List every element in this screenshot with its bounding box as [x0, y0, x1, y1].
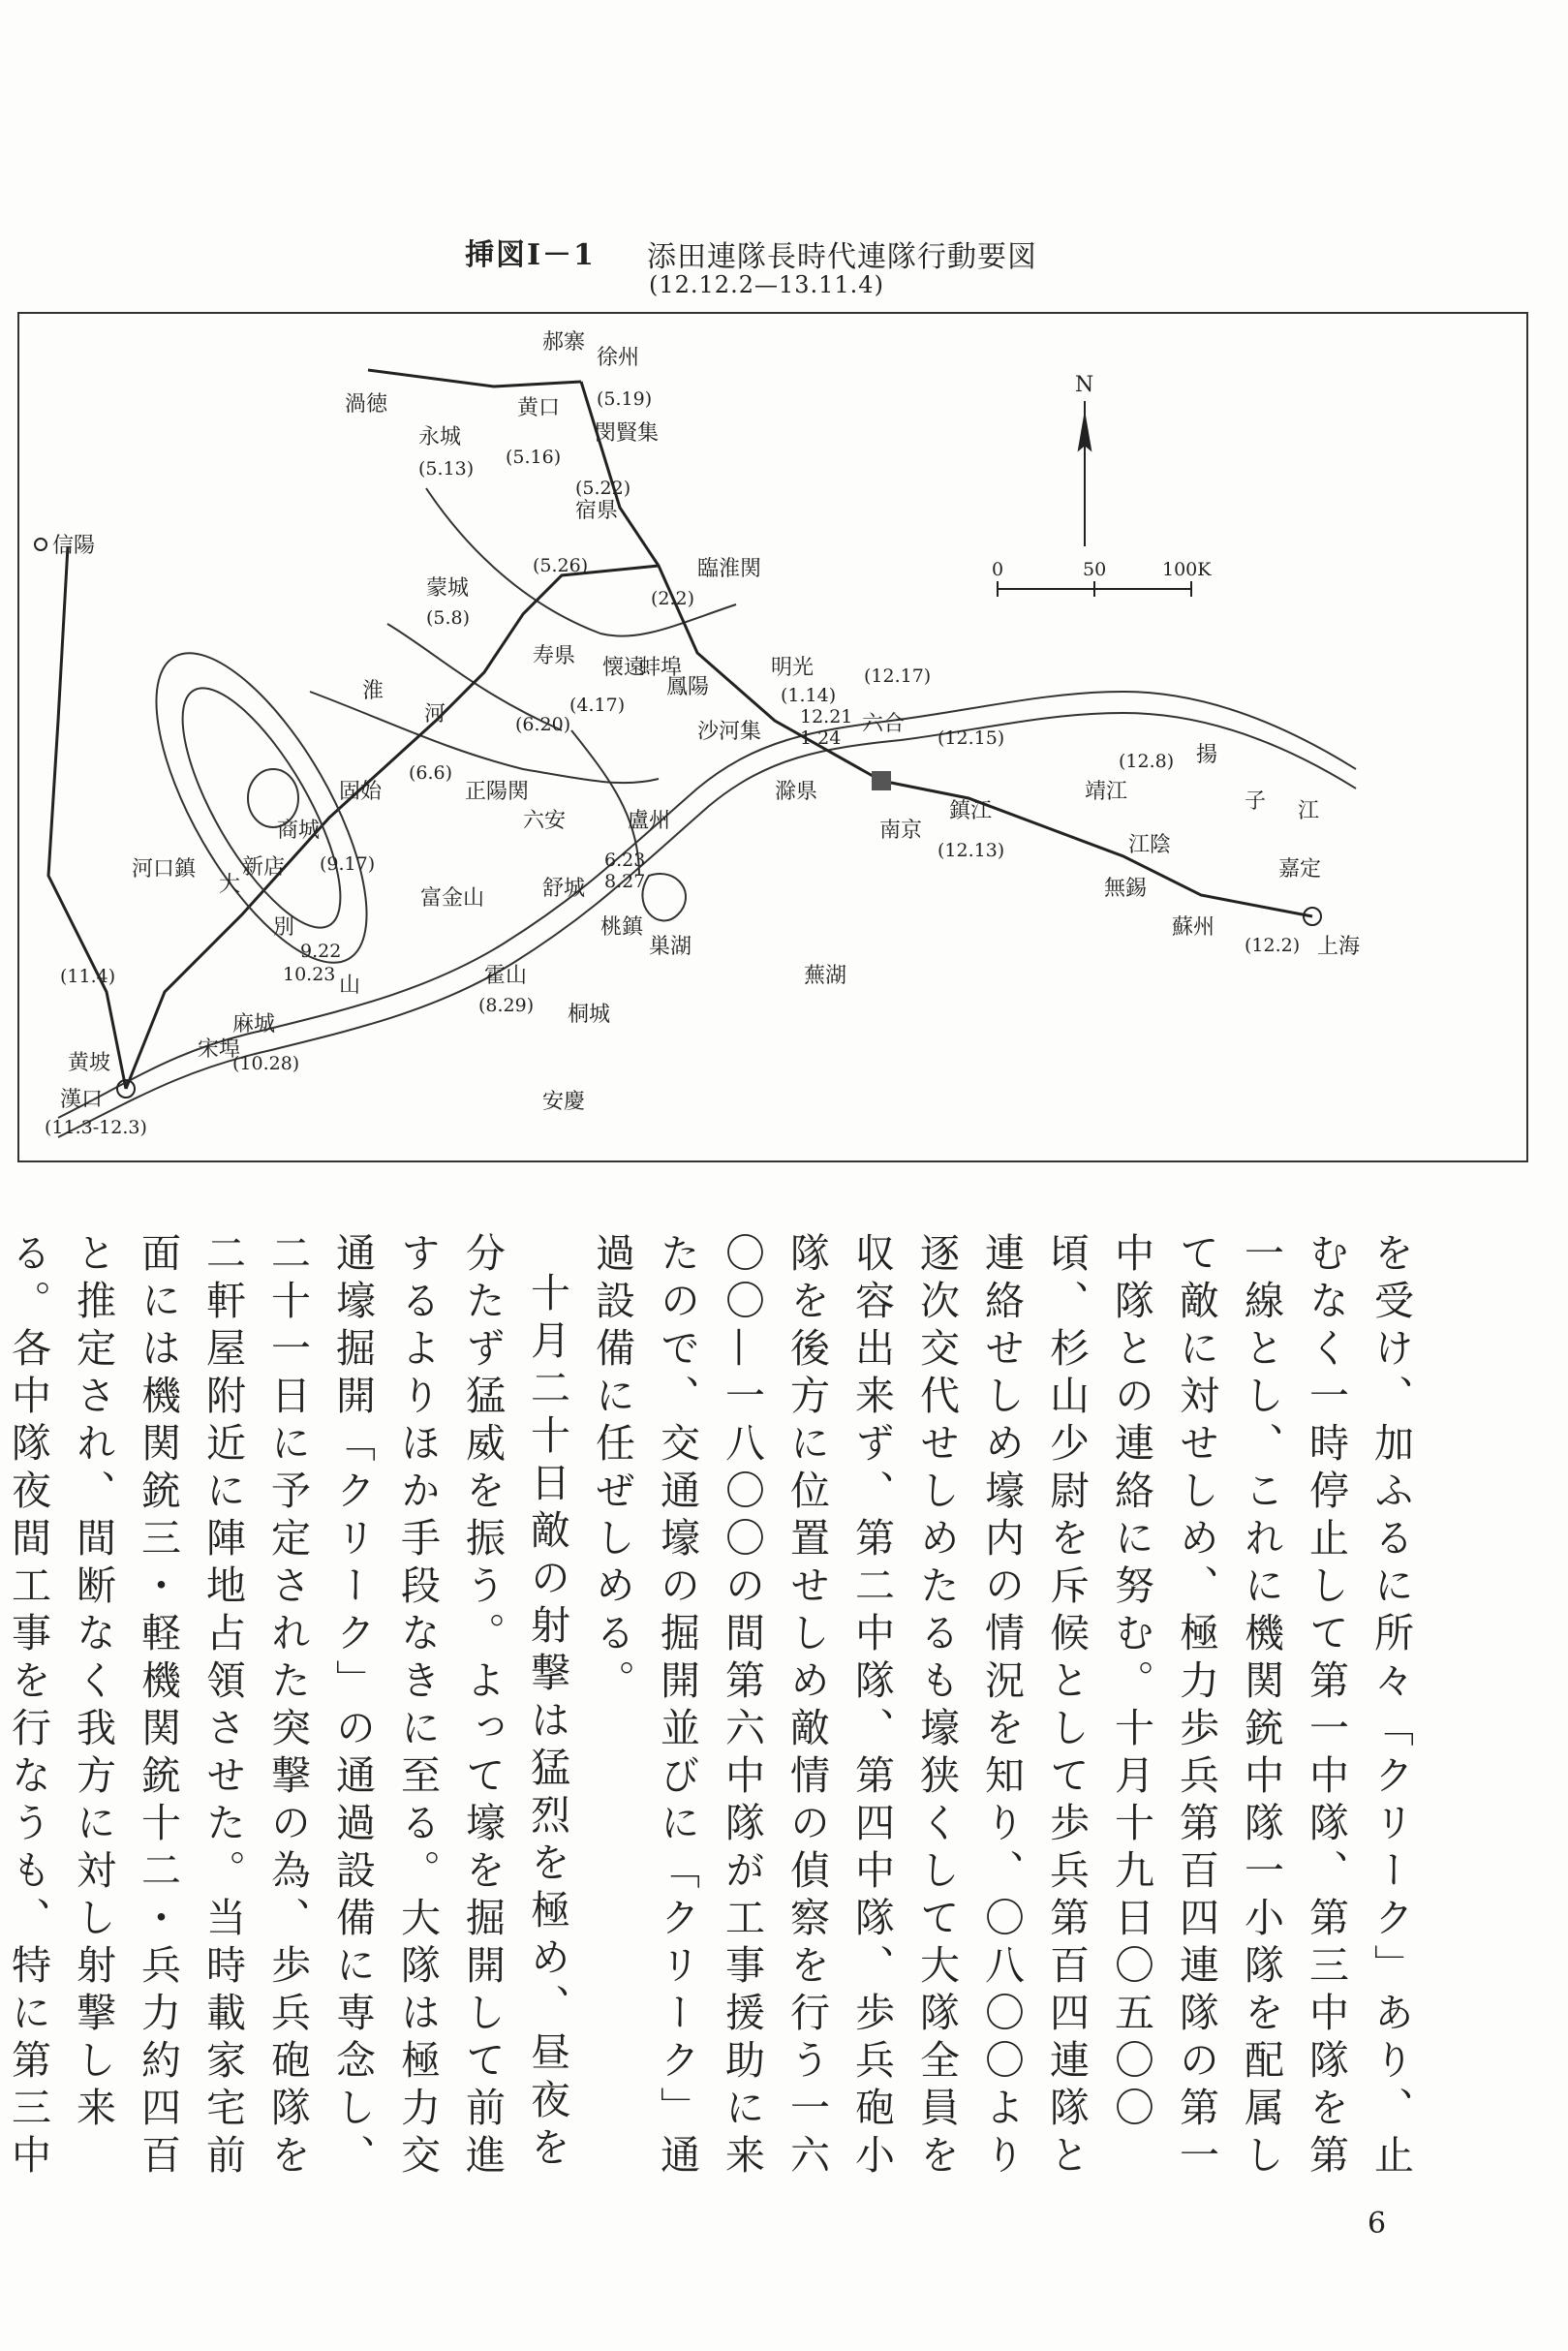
label-jingjiang: 靖江 [1085, 780, 1128, 804]
label-suxian: 宿県 [575, 499, 619, 523]
label-xindian: 新店 [242, 855, 286, 880]
label-yongcheng-date: (5.13) [418, 458, 475, 479]
label-hankou-date: (11.3-12.3) [45, 1117, 147, 1138]
label-shangcheng-date: (9.17) [320, 853, 376, 875]
label-jiading: 嘉定 [1278, 857, 1322, 882]
label-macheng: 麻城 [232, 1012, 276, 1036]
label-yongcheng: 永城 [418, 425, 462, 449]
label-zhengyang: 正陽関 [465, 780, 530, 804]
label-bie-date-2: 10.23 [283, 964, 336, 985]
label-mengcheng: 蒙城 [426, 576, 470, 601]
label-xuzhou: 徐州 [597, 346, 640, 370]
map-drawing [19, 314, 1526, 1160]
label-date-22: (2.2) [651, 588, 695, 609]
label-bie: 別 [273, 915, 295, 940]
nanjing-marker [872, 771, 891, 790]
label-luzhou: 盧州 [628, 809, 671, 833]
north-label: N [1075, 373, 1094, 397]
label-xinyang: 信陽 [52, 534, 96, 558]
label-huangkou: 黄口 [517, 396, 561, 420]
label-shouxian: 寿県 [533, 644, 576, 668]
label-yangtze-3: 江 [1298, 799, 1320, 823]
label-shangcheng: 商城 [277, 819, 321, 843]
label-luhe: 六合 [862, 712, 906, 736]
label-bengbu: 蚌埠 [639, 656, 683, 680]
label-tongcheng: 桐城 [568, 1003, 611, 1027]
label-taozhen: 桃鎮 [600, 915, 644, 940]
label-huangpo: 黄坡 [68, 1051, 111, 1075]
label-xuzhou-date: (5.19) [597, 388, 653, 410]
paragraph-2: 十月二十日敵の射撃は猛烈を極め、昼夜を分たず猛威を振う。よって壕を掘開して前進するよりほか手段なきに至る。大隊は極力交通壕掘開「クリーク」の通過設備に専念し、二十一日に予定された突撃の為、歩兵砲隊を二軒屋附近に陣地占領させた。当時載家宅前面には機関銃三・軽機関銃十二・兵力約四百と推定され、間断なく我方に対し射撃し来る。各中隊夜間工事を行なうも、特に第三中 [5, 1232, 570, 2181]
xinyang-marker [35, 539, 46, 550]
label-luzhou-date-1: 6.23 [604, 850, 646, 871]
label-zhenjiang-date: (12.13) [938, 840, 1005, 861]
label-fujinshan: 富金山 [420, 886, 485, 911]
label-hankou: 漢口 [60, 1088, 104, 1112]
paragraph-1: を受け、加ふるに所々「クリーク」あり、止むなく一時停止して第一中隊、第三中隊を第一線とし、これに機関銃中隊一小隊を配属して敵に対せしめ、極力歩兵第百四連隊の第一中隊との連絡に努む。十月十九日〇五〇〇頃、杉山少尉を斥候として歩兵第百四連隊と連絡せしめ壕内の情況を知り、〇八〇〇より逐次交代せしめたるも壕狭くして大隊全員を収容出来ず、第二中隊、第四中隊、歩兵砲小隊を後方に位置せしめ敵情の偵察を行う一六〇〇—一八〇〇の間第六中隊が工事援助に来たので、交通壕の掘開並びに「クリーク」通過設備に任ぜしめる。 [589, 1232, 1414, 2181]
label-date-114: (11.4) [60, 966, 116, 987]
label-date-620: (6.20) [515, 714, 571, 735]
label-mg-date-1: (1.14) [781, 685, 837, 706]
label-shanghai: 上海 [1317, 935, 1361, 959]
label-huoshan: 霍山 [484, 964, 528, 988]
label-shucheng: 舒城 [542, 877, 586, 901]
label-wuxi: 無錫 [1104, 877, 1148, 901]
label-suzhou: 蘇州 [1172, 915, 1215, 940]
label-chuxian: 滁県 [775, 780, 818, 804]
label-zhenjiang: 鎮江 [949, 799, 993, 823]
label-anqing: 安慶 [542, 1090, 586, 1114]
label-shanghai-date: (12.2) [1245, 935, 1301, 956]
label-macheng-date: (10.28) [232, 1053, 300, 1074]
label-date-1215: (12.15) [938, 727, 1005, 749]
label-bie-date-1: 9.22 [300, 941, 342, 962]
scale-bar [998, 581, 1191, 597]
label-chaohu: 巣湖 [649, 935, 692, 959]
label-luan: 六安 [523, 809, 567, 833]
label-huoshan-date: (8.29) [478, 995, 535, 1016]
label-mg-date-2: 12.21 [800, 706, 853, 727]
label-huaiyuan: 懐遠 [602, 656, 646, 680]
scale-0: 0 [992, 559, 1004, 580]
label-mg-date-3: 1.24 [800, 727, 842, 749]
label-mengcheng-date: (5.8) [426, 607, 471, 629]
label-nanjing: 南京 [879, 819, 923, 843]
label-huai-2: 河 [424, 702, 446, 727]
north-arrow [1079, 401, 1091, 546]
label-minxianji: 閔賢集 [595, 421, 660, 446]
label-wuhu: 蕪湖 [804, 964, 847, 988]
chaohu-lake [642, 874, 686, 920]
label-dushai: 郝寨 [542, 330, 586, 355]
scale-100k: 100K [1162, 559, 1212, 580]
figure-caption: 添田連隊長時代連隊行動要図 [647, 240, 1037, 274]
campaign-map [17, 312, 1528, 1162]
label-guode: 渦徳 [345, 392, 388, 417]
label-dabie-2: 山 [339, 974, 361, 998]
label-luzhou-date-2: 8.27 [604, 871, 646, 892]
label-luhe-date: (12.17) [864, 665, 932, 687]
label-suxian-date: (5.22) [575, 478, 631, 499]
route-xinyang-hankou [48, 546, 126, 1089]
label-shouxian-date: (4.17) [569, 695, 626, 716]
label-huai-1: 淮 [362, 679, 384, 703]
scale-50: 50 [1083, 559, 1107, 580]
label-date-526: (5.26) [533, 555, 589, 576]
label-jingjiang-date: (12.8) [1119, 751, 1175, 772]
label-mingguang: 明光 [771, 656, 815, 680]
label-zhengyang-date: (6.6) [409, 762, 453, 784]
figure-label: 挿図Ⅰ－1 [465, 238, 596, 272]
label-shaheji: 沙河集 [697, 720, 762, 744]
label-huangkou-date: (5.16) [506, 447, 562, 468]
label-dabie-1: 大 [219, 873, 241, 897]
label-jiangyin: 江陰 [1128, 833, 1172, 857]
label-yangtze-2: 子 [1245, 789, 1267, 814]
page-number: 6 [1368, 2207, 1387, 2241]
body-text [5, 1232, 1423, 2181]
label-yangtze-1: 揚 [1196, 743, 1218, 767]
label-songbu: 宋埠 [198, 1037, 241, 1062]
label-fengyang: 鳳陽 [666, 675, 710, 699]
route-xuzhou-west [368, 370, 581, 387]
label-linhuai: 臨淮関 [697, 557, 762, 581]
label-gushi: 固始 [339, 780, 383, 804]
figure-range: (12.12.2—13.11.4) [649, 271, 884, 298]
label-hekouzhen: 河口鎮 [132, 857, 197, 882]
